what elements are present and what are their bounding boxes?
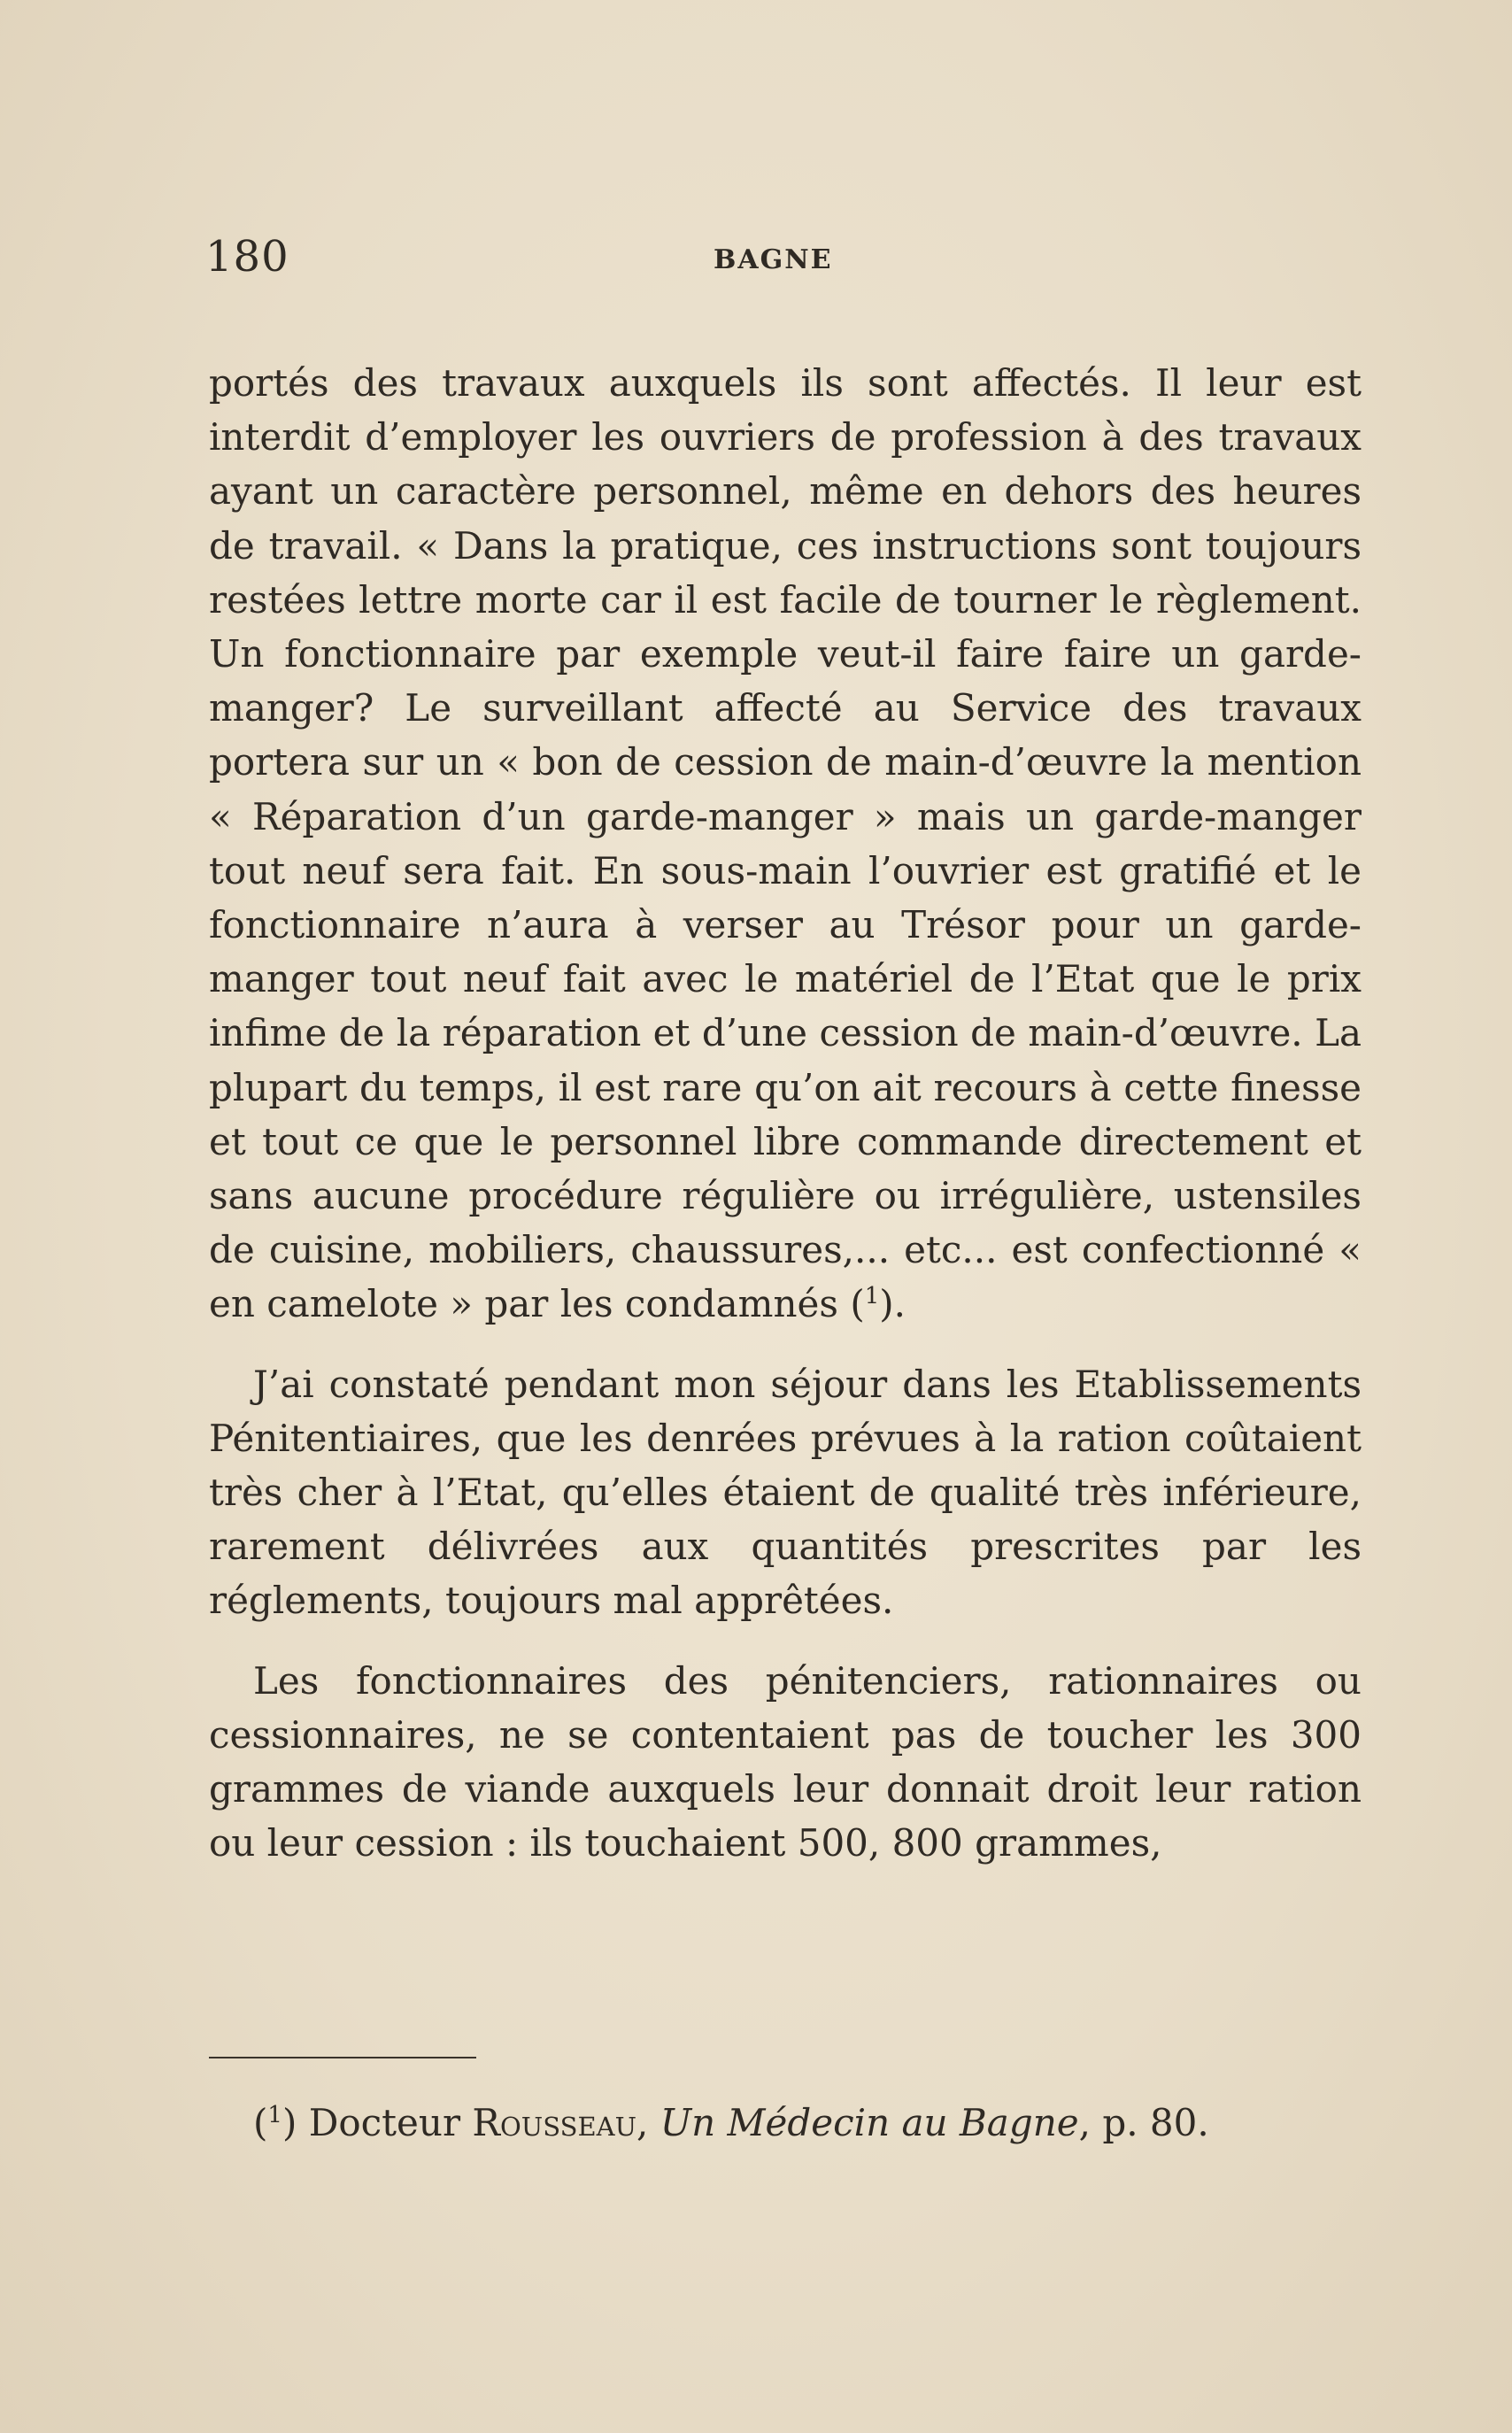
paragraph-1-tail: ). (879, 1282, 906, 1326)
footnote-marker: 1 (267, 2102, 282, 2128)
footnote-lead: Docteur (308, 2101, 461, 2144)
body-text (209, 356, 1362, 1870)
paragraph-1-text: portés des travaux auxquels ils sont affectés. Il leur est interdit d’employer les ouvriers de profession à des travaux ayant un caractère personnel, même en dehors des heures de travail. « Dans la pratique, ces instructions sont toujours restées lettre morte car il est facile de tourner le règlement. Un fonctionnaire par exemple veut-il faire faire un garde-manger? Le surveillant affecté au Service des travaux portera sur un « bon de cession de main-d’œuvre la mention « Réparation d’un garde-manger » mais un garde-manger tout neuf sera fait. En sous-main l’ouvrier est gratifié et le fonctionnaire n’aura à verser au Trésor pour un garde-manger tout neuf fait avec le matériel de l’Etat que le prix infime de la réparation et d’une cession de main-d’œuvre. La plupart du temps, il est rare qu’on ait recours à cette finesse et tout ce que le personnel libre commande directement et sans aucune procédure régulière ou irrégulière, ustensiles de cuisine, mobiliers, chaussures,... etc... est confectionné « en camelote » par les condamnés ( (209, 361, 1362, 1326)
footnote-page: , p. 80. (1078, 2101, 1209, 2144)
footnote-separator: , (636, 2101, 649, 2144)
footnote-rule (209, 2057, 476, 2058)
paragraph-1 (209, 356, 1362, 1332)
footnote-open-paren: ( (253, 2101, 268, 2144)
footnote-author: Rousseau (472, 2101, 637, 2144)
running-title: BAGNE (714, 244, 833, 275)
footnote-title: Un Médecin au Bagne (660, 2101, 1079, 2144)
paragraph-2: J’ai constaté pendant mon séjour dans les Etablissements Pénitentiaires, que les denrées prévues à la ration coûtaient très cher à l’Etat, qu’elles étaient de qualité très inférieure, rarement délivrées aux quantités prescrites par les réglements, toujours mal apprêtées. (209, 1362, 1362, 1623)
paragraph-3: Les fonctionnaires des pénitenciers, rationnaires ou cessionnaires, ne se contentaient pas de toucher les 300 grammes de viande auxquels leur donnait droit leur ration ou leur cession : ils touchaient 500, 800 grammes, (209, 1658, 1362, 1865)
footnote-reference: 1 (864, 1283, 880, 1310)
footnote-close-paren: ) (282, 2101, 297, 2144)
page-number: 180 (205, 232, 289, 282)
footnote (253, 2097, 1369, 2150)
page-header (205, 232, 1365, 294)
